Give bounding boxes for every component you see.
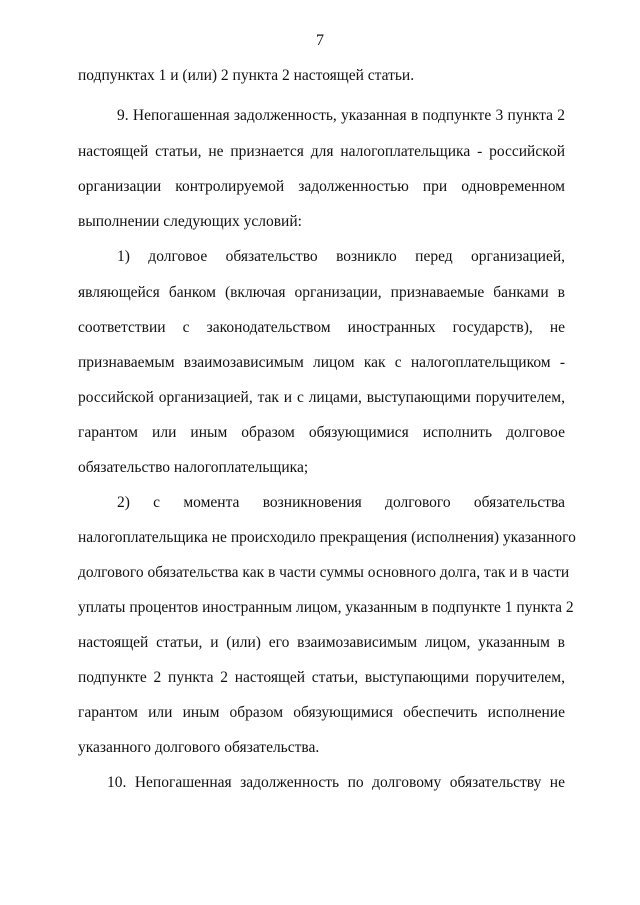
paragraph-start-10: 10. Непогашенная задолженность по долговому обязательству не [107,774,565,791]
text-line: подпункте 2 пункта 2 настоящей статьи, выступающими поручителем, [78,669,565,686]
text-line: выполнении следующих условий: [78,213,302,230]
text-line: признаваемым взаимозависимым лицом как с налогоплательщиком - [78,354,565,371]
text-line: гарантом или иным образом обязующимися обеспечить исполнение [78,704,565,721]
text-line: уплаты процентов иностранным лицом, указанным в подпункте 1 пункта 2 [78,599,574,616]
text-line: указанного долгового обязательства. [78,739,320,756]
text-line: российской организацией, так и с лицами, выступающими поручителем, [78,389,565,406]
page-number: 7 [316,32,324,49]
text-line: обязательство налогоплательщика; [78,459,309,476]
list-item-2-start: 2) с момента возникновения долгового обязательства [117,494,565,511]
text-line: организации контролируемой задолженностью при одновременном [78,178,565,195]
list-item-1-start: 1) долговое обязательство возникло перед организацией, [117,248,565,265]
paragraph-start-9: 9. Непогашенная задолженность, указанная в подпункте 3 пункта 2 [117,107,565,124]
text-line: налогоплательщика не происходило прекращения (исполнения) указанного [78,529,576,546]
text-line: гарантом или иным образом обязующимися исполнить долговое [78,424,565,441]
text-line: соответствии с законодательством иностранных государств), не [78,319,565,336]
text-line: долгового обязательства как в части суммы основного долга, так и в части [78,564,570,581]
text-line: являющейся банком (включая организации, признаваемые банками в [78,284,565,301]
text-line: настоящей статьи, не признается для налогоплательщика - российской [78,143,565,160]
text-line: подпунктах 1 и (или) 2 пункта 2 настоящей статьи. [78,67,415,84]
text-line: настоящей статьи, и (или) его взаимозависимым лицом, указанным в [78,634,565,651]
